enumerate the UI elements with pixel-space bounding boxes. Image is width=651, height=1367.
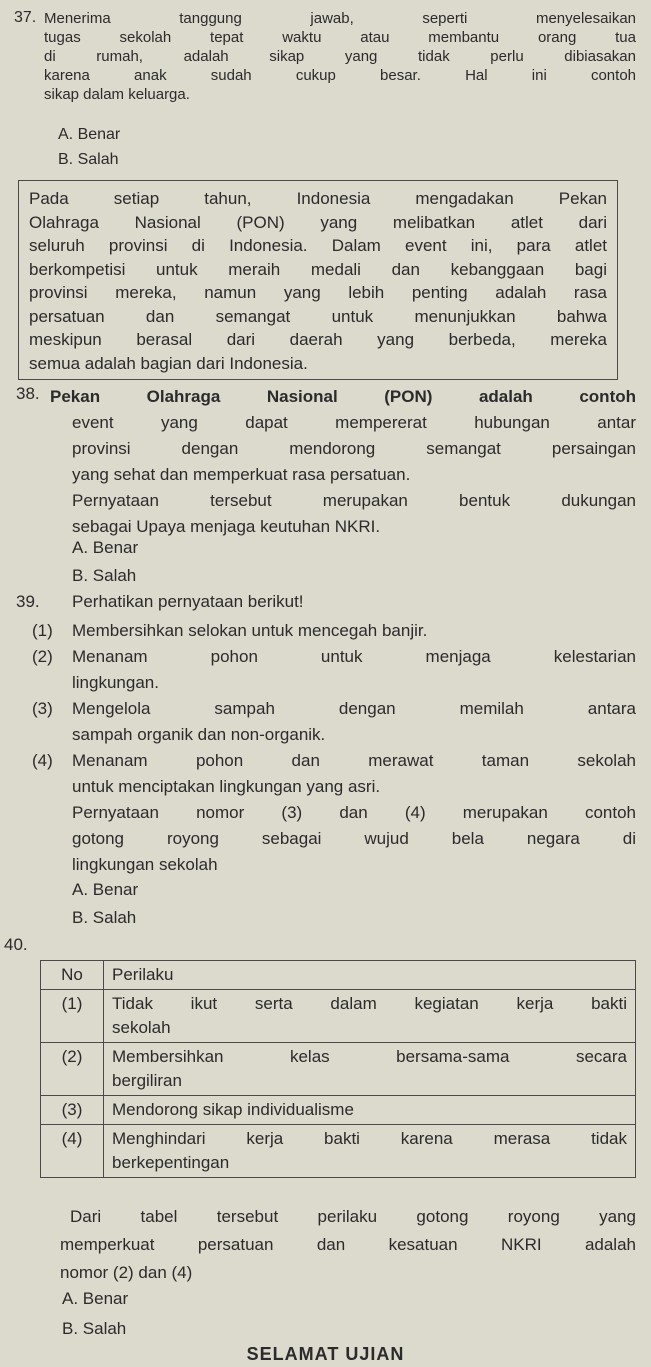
statement-text: sampah organik dan non-organik. (72, 725, 326, 744)
cell-text-line: Membersihkan kelas bersama-sama secara (112, 1047, 627, 1066)
question-number: 38. (16, 384, 40, 403)
passage-line: Olahraga Nasional (PON) yang melibatkan atlet dari (29, 212, 607, 232)
question-text-line: Pernyataan tersebut merupakan bentuk dukungan (72, 491, 636, 510)
statement-text: Menanam pohon dan merawat taman sekolah (72, 751, 636, 770)
statement-number: (1) (32, 621, 53, 640)
option-b[interactable]: B. Salah (58, 151, 119, 168)
question-text-line: sikap dalam keluarga. (44, 86, 190, 103)
behavior-table (40, 960, 636, 1178)
table-cell-no: (2) (41, 1043, 104, 1096)
passage-line: meskipun berasal dari daerah yang berbeda, mereka (29, 330, 607, 349)
passage-line: berkompetisi untuk meraih medali dan kebanggaan bagi (29, 259, 607, 279)
question-text-line: gotong royong sebagai wujud bela negara di (72, 829, 636, 848)
cell-text-line: sekolah (112, 1018, 171, 1037)
cell-text-line: berkepentingan (112, 1153, 230, 1172)
question-text-line: yang sehat dan memperkuat rasa persatuan. (72, 465, 411, 484)
option-b[interactable]: B. Salah (62, 1319, 127, 1338)
cell-text-line: Tidak ikut serta dalam kegiatan kerja bakti (112, 994, 627, 1013)
statement-number: (3) (32, 699, 53, 718)
option-a[interactable]: A. Benar (72, 880, 139, 899)
option-b[interactable]: B. Salah (72, 908, 137, 927)
statement-item (32, 618, 636, 644)
table-row (41, 1096, 636, 1125)
table-row (41, 1125, 636, 1178)
statement-item (32, 696, 636, 748)
table-cell-no: (3) (41, 1096, 104, 1125)
question-text-line: lingkungan sekolah (72, 855, 218, 874)
question-number: 40. (4, 935, 28, 954)
question-text-line: tugas sekolah tepat waktu atau membantu orang tua (44, 29, 636, 46)
table-header-row (41, 961, 636, 990)
question-text-line: di rumah, adalah sikap yang tidak perlu dibiasakan (44, 48, 636, 65)
cell-text-line: Menghindari kerja bakti karena merasa tidak (112, 1129, 627, 1148)
question-text-line: karena anak sudah cukup besar. Hal ini contoh (44, 67, 636, 84)
table-cell-behavior (104, 990, 636, 1043)
table-cell-behavior (104, 1125, 636, 1178)
question-intro: Perhatikan pernyataan berikut! (72, 592, 304, 611)
table-row (41, 990, 636, 1043)
question-text-line: Dari tabel tersebut perilaku gotong royong yang (70, 1207, 636, 1226)
statement-item (32, 644, 636, 696)
table-cell-no: (4) (41, 1125, 104, 1178)
question-text-line: memperkuat persatuan dan kesatuan NKRI adalah (60, 1235, 636, 1254)
question-text-line: nomor (2) dan (4) (60, 1263, 193, 1282)
table-cell-behavior (104, 1096, 636, 1125)
question-40-options (62, 1284, 128, 1344)
statement-number: (4) (32, 751, 53, 770)
question-text-line: Pekan Olahraga Nasional (PON) adalah contoh (50, 387, 636, 406)
question-text-line: sebagai Upaya menjaga keutuhan NKRI. (72, 517, 381, 536)
statement-item (32, 748, 636, 800)
passage-line: provinsi mereka, namun yang lebih penting adalah rasa (29, 283, 607, 302)
passage-box (18, 180, 618, 380)
statement-number: (2) (32, 647, 53, 666)
statement-text: lingkungan. (72, 673, 159, 692)
option-a[interactable]: A. Benar (72, 538, 139, 557)
cell-text-line: bergiliran (112, 1071, 182, 1090)
question-number: 37. (14, 9, 37, 26)
option-a[interactable]: A. Benar (58, 126, 121, 143)
statement-text: Mengelola sampah dengan memilah antara (72, 699, 636, 718)
statement-text: Menanam pohon untuk menjaga kelestarian (72, 647, 636, 666)
passage-line: persatuan dan semangat untuk menunjukkan bahwa (29, 306, 607, 326)
table-header-no: No (41, 961, 104, 990)
question-text-line: provinsi dengan mendorong semangat persaingan (72, 439, 636, 458)
table-row (41, 1043, 636, 1096)
passage-line: Pada setiap tahun, Indonesia mengadakan Pekan (29, 189, 607, 208)
question-40-statement (60, 1203, 636, 1287)
option-a[interactable]: A. Benar (62, 1289, 129, 1308)
cell-text-line: Mendorong sikap individualisme (112, 1100, 354, 1119)
option-b[interactable]: B. Salah (72, 566, 137, 585)
passage-line: seluruh provinsi di Indonesia. Dalam event ini, para atlet (29, 236, 607, 255)
table-cell-no: (1) (41, 990, 104, 1043)
statement-text: untuk menciptakan lingkungan yang asri. (72, 777, 381, 796)
question-text-line: event yang dapat mempererat hubungan antar (72, 413, 636, 432)
footer-text: SELAMAT UJIAN (246, 1344, 405, 1364)
question-text-line: Pernyataan nomor (3) dan (4) merupakan contoh (72, 803, 636, 822)
table-header-behavior: Perilaku (104, 961, 636, 990)
table-cell-behavior (104, 1043, 636, 1096)
statement-text: Membersihkan selokan untuk mencegah banjir. (72, 621, 428, 640)
question-text-line: Menerima tanggung jawab, seperti menyelesaikan (44, 10, 636, 27)
question-number: 39. (16, 592, 40, 611)
passage-line: semua adalah bagian dari Indonesia. (29, 353, 308, 373)
